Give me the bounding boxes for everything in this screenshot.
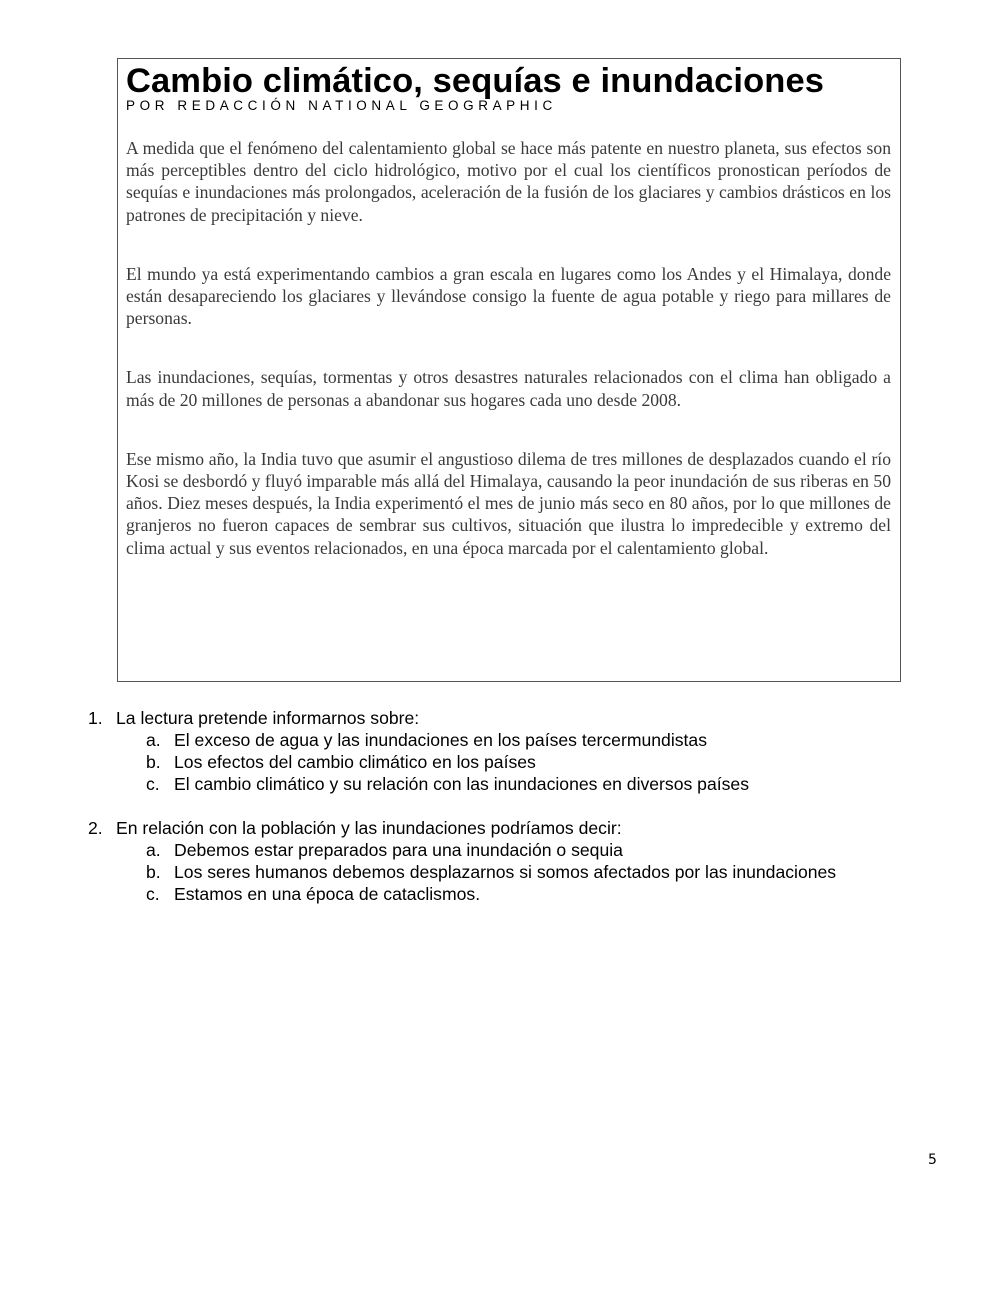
option-text: Los seres humanos debemos desplazarnos si somos afectados por las inundaciones [174,862,837,882]
option-letter: a. [146,840,161,860]
page-number: 5 [928,1152,937,1168]
question-number: 2. [88,818,103,838]
option-list [146,839,968,905]
question-stem [88,707,968,729]
option-c [146,773,968,795]
option-text: Los efectos del cambio climático en los países [174,752,536,772]
option-letter: a. [146,730,161,750]
option-a [146,729,968,751]
article-body [126,137,891,596]
article-paragraph: El mundo ya está experimentando cambios a gran escala en lugares como los Andes y el Himalaya, donde están desapareciendo los glaciares y llevándose consigo la fuente de agua potable y riego para millares de personas. [126,263,891,329]
article-title: Cambio climático, sequías e inundaciones [126,62,825,100]
question-2 [88,817,968,905]
option-letter: c. [146,774,160,794]
option-text: El exceso de agua y las inundaciones en los países tercermundistas [174,730,708,750]
question-number: 1. [88,708,103,728]
option-letter: b. [146,862,161,882]
option-c [146,883,968,905]
article-byline: POR REDACCIÓN NATIONAL GEOGRAPHIC [126,98,557,113]
article-paragraph: A medida que el fenómeno del calentamiento global se hace más patente en nuestro planeta, sus efectos son más perceptibles dentro del ciclo hidrológico, motivo por el cual los científicos pronostican períodos de sequías e inundaciones más prolongados, aceleración de la fusión de los glaciares y cambios drásticos en los patrones de precipitación y nieve. [126,138,891,225]
question-list [88,707,968,927]
question-text: La lectura pretende informarnos sobre: [116,708,420,728]
option-text: Debemos estar preparados para una inundación o sequia [174,840,623,860]
option-b [146,751,968,773]
question-1 [88,707,968,795]
option-list [146,729,968,795]
option-text: Estamos en una época de cataclismos. [174,884,481,904]
option-text: El cambio climático y su relación con las inundaciones en diversos países [174,774,750,794]
article-paragraph: Las inundaciones, sequías, tormentas y otros desastres naturales relacionados con el clima han obligado a más de 20 millones de personas a abandonar sus hogares cada uno desde 2008. [126,367,891,410]
question-text: En relación con la población y las inundaciones podríamos decir: [116,818,622,838]
article-paragraph: Ese mismo año, la India tuvo que asumir el angustioso dilema de tres millones de desplazados cuando el río Kosi se desbordó y fluyó imparable más allá del Himalaya, causando la peor inundación de sus riberas en 50 años. Diez meses después, la India experimentó el mes de junio más seco en 80 años, por lo que millones de granjeros no fueron capaces de sembrar sus cultivos, situación que ilustra lo impredecible y extremo del clima actual y sus eventos relacionados, en una época marcada por el calentamiento global. [126,448,891,558]
option-b [146,861,968,883]
article-box [117,58,901,682]
option-letter: b. [146,752,161,772]
option-a [146,839,968,861]
option-letter: c. [146,884,160,904]
question-stem [88,817,968,839]
